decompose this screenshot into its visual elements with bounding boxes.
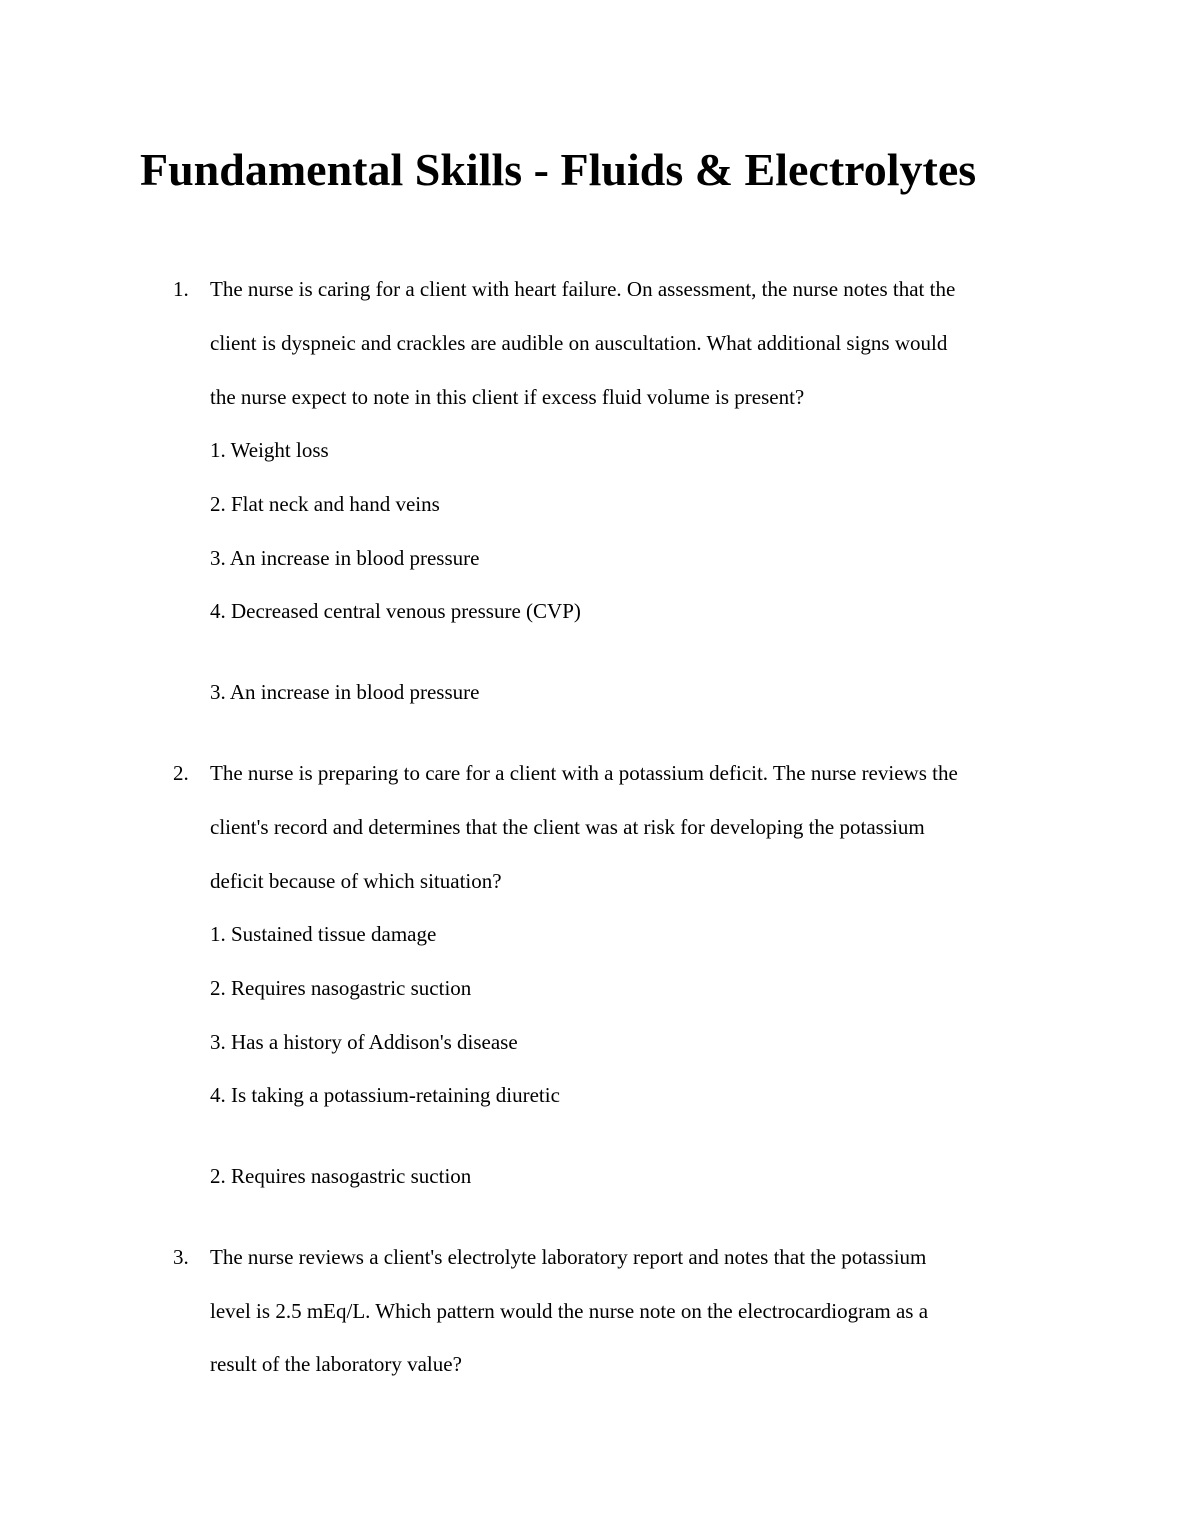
answer-option: 4. Decreased central venous pressure (CVP) — [210, 599, 581, 623]
answer-option: 2. Flat neck and hand veins — [210, 492, 440, 516]
question-stem-line: client's record and determines that the client was at risk for developing the potassium — [210, 815, 925, 839]
question-stem-line: client is dyspneic and crackles are audible on auscultation. What additional signs would — [210, 331, 948, 355]
question-stem-line: level is 2.5 mEq/L. Which pattern would the nurse note on the electrocardiogram as a — [210, 1299, 929, 1323]
question-number: 3. — [173, 1245, 189, 1269]
answer-option: 3. Has a history of Addison's disease — [210, 1030, 518, 1054]
answer-option: 1. Weight loss — [210, 438, 329, 462]
question-stem-line: result of the laboratory value? — [210, 1352, 462, 1376]
correct-answer: 3. An increase in blood pressure — [210, 680, 480, 704]
question-stem-line: deficit because of which situation? — [210, 869, 502, 893]
page-title: Fundamental Skills - Fluids & Electrolytes — [140, 144, 977, 195]
question-stem-line: The nurse is preparing to care for a client with a potassium deficit. The nurse reviews the — [210, 761, 958, 785]
question-stem-line: the nurse expect to note in this client if excess fluid volume is present? — [210, 385, 805, 409]
answer-option: 2. Requires nasogastric suction — [210, 976, 472, 1000]
question-stem-line: The nurse reviews a client's electrolyte laboratory report and notes that the potassium — [210, 1245, 927, 1269]
question-number: 2. — [173, 761, 189, 785]
answer-option: 3. An increase in blood pressure — [210, 546, 480, 570]
answer-option: 1. Sustained tissue damage — [210, 922, 437, 946]
correct-answer: 2. Requires nasogastric suction — [210, 1164, 472, 1188]
answer-option: 4. Is taking a potassium-retaining diuretic — [210, 1083, 560, 1107]
question-stem-line: The nurse is caring for a client with heart failure. On assessment, the nurse notes that the — [210, 277, 956, 301]
question-number: 1. — [173, 277, 189, 301]
